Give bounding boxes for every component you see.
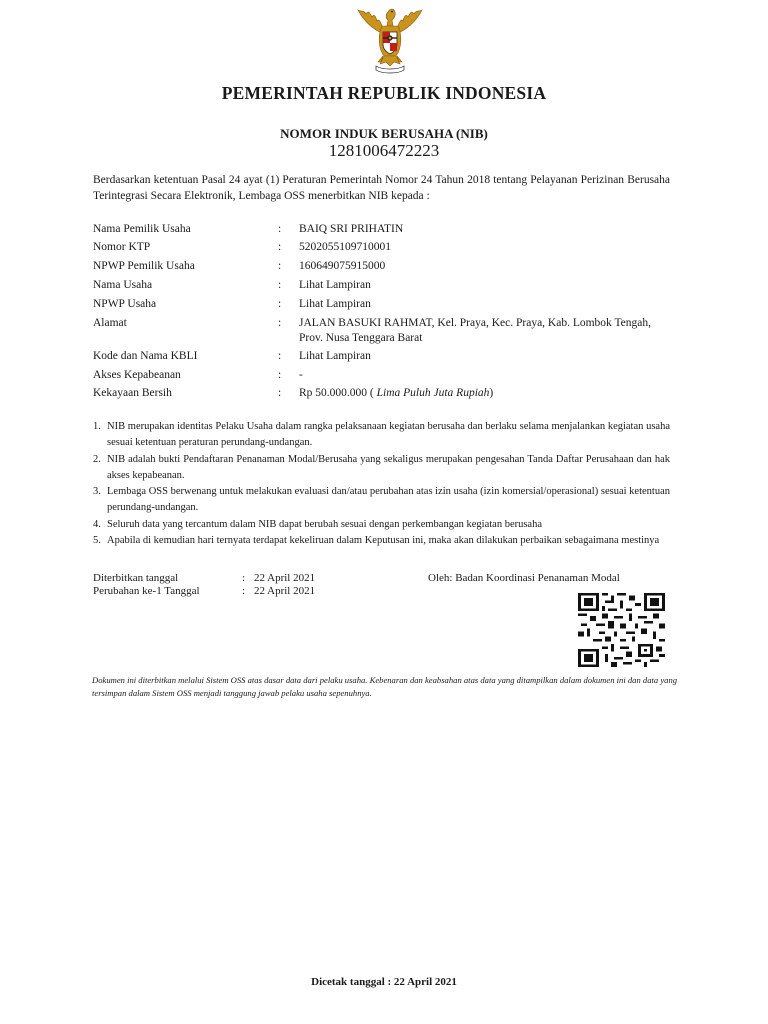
issuing-agency: Oleh: Badan Koordinasi Penanaman Modal: [428, 572, 620, 584]
note-text: NIB merupakan identitas Pelaku Usaha dalam rangka pelaksanaan kegiatan berusaha dan berlaku selama menjalankan kegiatan usaha sesuai ketentuan peraturan perundang-undangan.: [107, 421, 670, 449]
change-label: Perubahan ke-1 Tanggal: [93, 585, 200, 597]
change-separator: :: [242, 585, 246, 597]
note-item: [93, 517, 670, 533]
net-worth-close: ): [489, 387, 494, 399]
field-value: JALAN BASUKI RAHMAT, Kel. Praya, Kec. Praya, Kab. Lombok Tengah, Prov. Nusa Tenggara Barat: [299, 317, 652, 344]
note-number: 4.: [93, 518, 101, 530]
field-separator: :: [278, 317, 282, 329]
field-value: Lihat Lampiran: [299, 350, 371, 362]
field-separator: :: [278, 260, 282, 272]
notes-list: [93, 419, 670, 549]
note-number: 2.: [93, 453, 101, 465]
note-item: [93, 419, 670, 452]
note-text: Apabila di kemudian hari ternyata terdapat kekeliruan dalam Keputusan ini, maka akan dilakukan perbaikan sebagaimana mestinya: [107, 535, 660, 547]
garuda-emblem-icon: [350, 4, 430, 76]
field-label: NPWP Pemilik Usaha: [93, 260, 195, 272]
field-separator: :: [278, 223, 282, 235]
document-title: NOMOR INDUK BERUSAHA (NIB): [280, 126, 488, 141]
note-text: Seluruh data yang tercantum dalam NIB dapat berubah sesuai dengan perkembangan kegiatan berusaha: [107, 518, 543, 530]
field-value: 5202055109710001: [299, 241, 391, 253]
field-value: [299, 386, 671, 401]
issued-separator: :: [242, 572, 246, 584]
government-title: PEMERINTAH REPUBLIK INDONESIA: [221, 83, 547, 103]
change-date: 22 April 2021: [254, 585, 316, 597]
field-value: Lihat Lampiran: [299, 298, 371, 310]
field-separator: :: [278, 241, 282, 253]
nib-number: 1281006472223: [328, 141, 440, 160]
field-value: Lihat Lampiran: [299, 279, 371, 291]
field-label: Nama Usaha: [93, 279, 153, 291]
field-label: Nama Pemilik Usaha: [93, 223, 191, 235]
field-label: Akses Kepabeanan: [93, 369, 181, 381]
field-separator: :: [278, 350, 282, 362]
field-value: BAIQ SRI PRIHATIN: [299, 223, 404, 235]
field-label: Kekayaan Bersih: [93, 387, 172, 399]
field-separator: :: [278, 298, 282, 310]
note-text: Lembaga OSS berwenang untuk melakukan evaluasi dan/atau perubahan atas izin usaha (izin komersial/operasional) sesuai ketentuan perundang-undangan.: [107, 486, 670, 514]
note-item: [93, 484, 670, 517]
qr-code-icon: [578, 593, 665, 667]
field-label: Nomor KTP: [93, 241, 151, 253]
field-separator: :: [278, 369, 282, 381]
field-value: -: [299, 369, 303, 381]
note-item: [93, 533, 670, 549]
disclaimer: Dokumen ini diterbitkan melalui Sistem OSS atas dasar data dari pelaku usaha. Kebenaran dan keabsahan atas data yang ditampilkan dalam dokumen ini dan data yang tersimpan dalam Sistem OSS menjadi tanggung jawab pelaku usaha sepenuhnya.: [92, 675, 678, 698]
field-value: 160649075915000: [299, 260, 386, 272]
note-item: [93, 452, 670, 485]
note-number: 5.: [93, 535, 101, 547]
intro-paragraph: Berdasarkan ketentuan Pasal 24 ayat (1) Peraturan Pemerintah Nomor 24 Tahun 2018 tentang Pelayanan Perizinan Berusaha Terintegrasi Secara Elektronik, Lembaga OSS menerbitkan NIB kepada :: [93, 174, 670, 202]
field-label: Alamat: [93, 317, 127, 329]
field-label: Kode dan Nama KBLI: [93, 350, 198, 362]
field-separator: :: [278, 279, 282, 291]
note-text: NIB adalah bukti Pendaftaran Penanaman Modal/Berusaha yang sekaligus merupakan pengesahan Tanda Daftar Perusahaan dan hak akses kepabeanan.: [107, 453, 670, 481]
note-number: 3.: [93, 486, 101, 498]
net-worth-words: Lima Puluh Juta Rupiah: [376, 387, 490, 399]
issued-date: 22 April 2021: [254, 572, 316, 584]
field-separator: :: [278, 387, 282, 399]
net-worth-amount: Rp 50.000.000 (: [299, 387, 374, 399]
printed-date: Dicetak tanggal : 22 April 2021: [311, 976, 457, 988]
issued-label: Diterbitkan tanggal: [93, 572, 179, 584]
note-number: 1.: [93, 421, 101, 432]
field-label: NPWP Usaha: [93, 298, 157, 310]
